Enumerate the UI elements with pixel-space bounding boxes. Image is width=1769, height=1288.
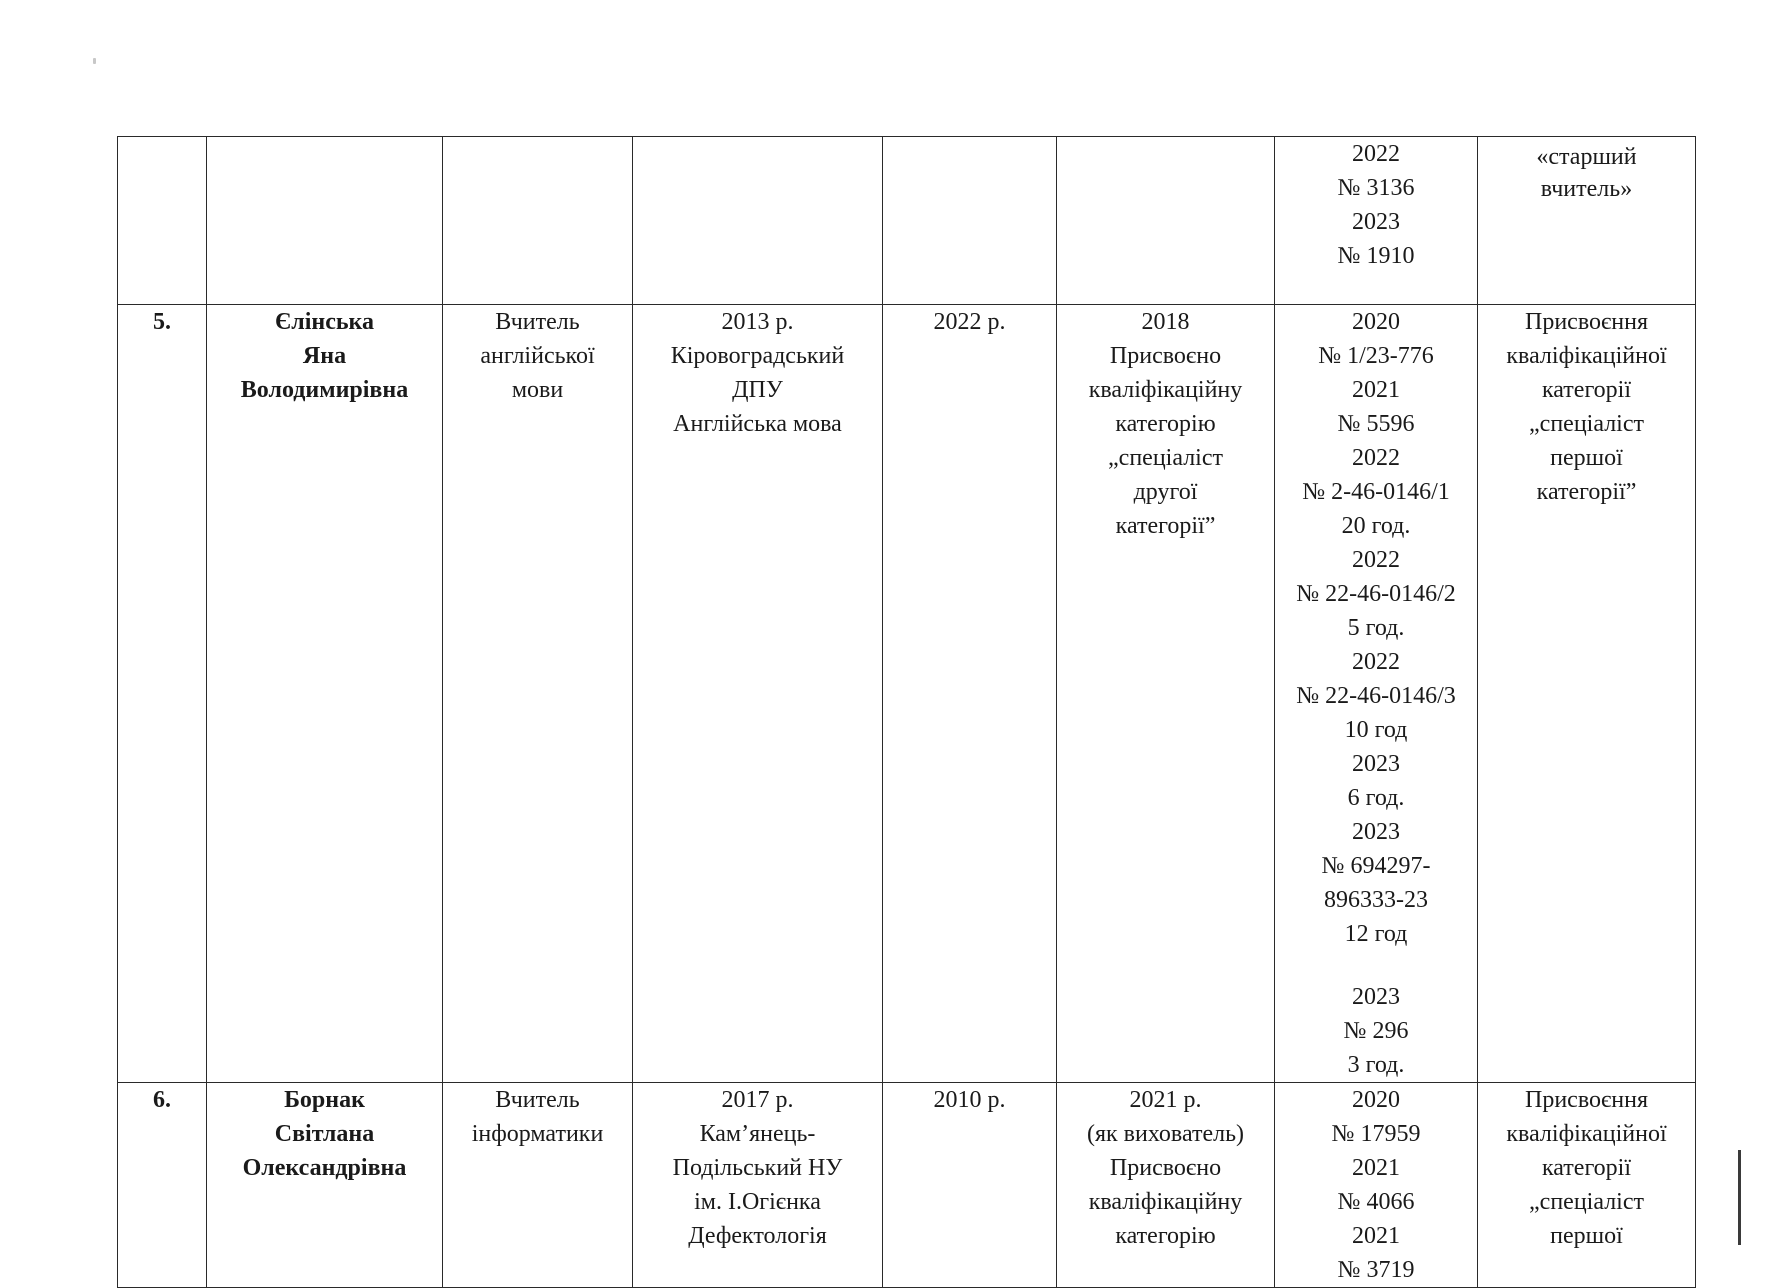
attestation-line: (як вихователь) bbox=[1086, 1120, 1245, 1147]
cell-name bbox=[207, 1082, 443, 1287]
education-line: Англійська мова bbox=[673, 411, 842, 437]
cert-line: № 4066 bbox=[1337, 1188, 1415, 1215]
attestation-line: Присвоєно bbox=[1109, 343, 1222, 369]
education-line: ДПУ bbox=[732, 377, 783, 403]
result-line: «старший bbox=[1536, 144, 1637, 170]
cell-education bbox=[633, 137, 883, 305]
result-line: категорії” bbox=[1536, 479, 1637, 505]
result-line: Присвоєння bbox=[1524, 309, 1649, 335]
education-line: Подільський НУ bbox=[672, 1154, 843, 1181]
education-line: Кіровоградський bbox=[670, 343, 845, 369]
position-line: англійської bbox=[480, 343, 595, 369]
cell-prev-attestation bbox=[1057, 305, 1275, 1083]
cert-line: 2023 bbox=[1352, 209, 1400, 235]
cert-line: № 3719 bbox=[1337, 1256, 1415, 1283]
cert-line: 20 год. bbox=[1341, 513, 1411, 539]
attestation-line: 2021 р. bbox=[1129, 1086, 1202, 1113]
result-line: „спеціаліст bbox=[1529, 1188, 1644, 1215]
attestation-line: „спеціаліст bbox=[1108, 445, 1223, 471]
staff-attestation-table bbox=[117, 136, 1696, 1288]
cert-line: № 22-46-0146/2 bbox=[1296, 581, 1456, 607]
cert-line: 2023 bbox=[1352, 751, 1400, 777]
attestation-line: категорію bbox=[1115, 1222, 1216, 1249]
attestation-line: другої bbox=[1133, 479, 1198, 505]
education-line: 2013 р. bbox=[721, 309, 794, 335]
cell-experience bbox=[883, 137, 1057, 305]
cell-position bbox=[443, 305, 633, 1083]
cert-line: 2020 bbox=[1352, 309, 1400, 335]
education-line: Дефектологія bbox=[688, 1222, 827, 1249]
position-line: інформатики bbox=[471, 1120, 604, 1147]
table-row bbox=[118, 1082, 1696, 1287]
cert-line: 6 год. bbox=[1347, 785, 1405, 811]
cert-line: 12 год bbox=[1344, 921, 1408, 947]
cert-line: № 3136 bbox=[1337, 175, 1415, 201]
cert-line: № 22-46-0146/3 bbox=[1296, 683, 1456, 709]
attestation-line: Присвоєно bbox=[1109, 1154, 1222, 1181]
attestation-line: кваліфікаційну bbox=[1088, 1188, 1243, 1215]
cert-line: № 296 bbox=[1343, 1017, 1409, 1044]
cell-result bbox=[1478, 137, 1696, 305]
result-line: кваліфікаційної bbox=[1506, 343, 1667, 369]
cert-line-blank bbox=[1281, 951, 1471, 980]
cell-education bbox=[633, 1082, 883, 1287]
cert-line: 2022 bbox=[1352, 141, 1400, 167]
cell-number bbox=[118, 137, 207, 305]
cert-line: 3 год. bbox=[1347, 1051, 1405, 1078]
position-line: Вчитель bbox=[495, 1086, 580, 1113]
cell-number: 5. bbox=[118, 305, 207, 1083]
cell-name bbox=[207, 137, 443, 305]
cell-prev-attestation bbox=[1057, 137, 1275, 305]
cell-experience: 2022 р. bbox=[883, 305, 1057, 1083]
education-line: ім. І.Огієнка bbox=[694, 1188, 821, 1215]
result-line: категорії bbox=[1541, 377, 1632, 403]
cert-line: № 2-46-0146/1 bbox=[1302, 479, 1450, 505]
cert-line: № 1/23-776 bbox=[1318, 343, 1434, 369]
cert-line: 2022 bbox=[1352, 547, 1400, 573]
result-line: кваліфікаційної bbox=[1506, 1120, 1667, 1147]
scan-artifact-mark bbox=[93, 58, 96, 64]
attestation-line: 2018 bbox=[1141, 309, 1190, 335]
cell-number: 6. bbox=[118, 1082, 207, 1287]
cert-line: 2021 bbox=[1352, 1154, 1400, 1181]
name-line: Світлана bbox=[274, 1120, 375, 1147]
name-line: Володимирівна bbox=[240, 377, 409, 403]
cert-line: 2023 bbox=[1352, 983, 1400, 1010]
cert-line: № 17959 bbox=[1331, 1120, 1421, 1147]
name-line: Олександрівна bbox=[242, 1154, 407, 1181]
cell-education bbox=[633, 305, 883, 1083]
cell-name bbox=[207, 305, 443, 1083]
name-line: Борнак bbox=[284, 1086, 365, 1113]
result-line: „спеціаліст bbox=[1529, 411, 1644, 437]
cert-line: 2021 bbox=[1352, 377, 1400, 403]
result-line: Присвоєння bbox=[1524, 1086, 1649, 1113]
cell-certificates bbox=[1275, 137, 1478, 305]
name-line: Яна bbox=[302, 343, 347, 369]
position-line: Вчитель bbox=[495, 309, 580, 335]
cell-result bbox=[1478, 1082, 1696, 1287]
cert-line: 5 год. bbox=[1347, 615, 1405, 641]
table-row bbox=[118, 305, 1696, 1083]
cert-line: № 1910 bbox=[1337, 243, 1415, 269]
cert-line: 2021 bbox=[1352, 1222, 1400, 1249]
cell-result bbox=[1478, 305, 1696, 1083]
cell-certificates bbox=[1275, 305, 1478, 1083]
name-line: Єлінська bbox=[274, 309, 375, 335]
cert-line: 896333-23 bbox=[1324, 887, 1428, 913]
cell-experience: 2010 р. bbox=[883, 1082, 1057, 1287]
cell-certificates bbox=[1275, 1082, 1478, 1287]
cell-position bbox=[443, 1082, 633, 1287]
education-line: 2017 р. bbox=[721, 1086, 794, 1113]
result-line: категорії bbox=[1541, 1154, 1632, 1181]
cert-line: 2023 bbox=[1352, 819, 1400, 845]
attestation-line: категорії” bbox=[1115, 513, 1216, 539]
cell-prev-attestation bbox=[1057, 1082, 1275, 1287]
result-line: першої bbox=[1550, 445, 1623, 471]
cert-line: 10 год bbox=[1344, 717, 1408, 743]
cert-line: № 694297- bbox=[1321, 853, 1431, 879]
attestation-line: кваліфікаційну bbox=[1088, 377, 1243, 403]
cert-line: № 5596 bbox=[1337, 411, 1415, 437]
result-line: першої bbox=[1550, 1222, 1623, 1249]
education-line: Кам’янець- bbox=[699, 1120, 816, 1147]
attestation-line: категорію bbox=[1115, 411, 1216, 437]
result-line: вчитель» bbox=[1540, 176, 1633, 202]
scan-artifact-edge bbox=[1738, 1150, 1741, 1245]
position-line: мови bbox=[511, 377, 564, 403]
cell-position bbox=[443, 137, 633, 305]
cert-line: 2022 bbox=[1352, 445, 1400, 471]
cert-line: 2022 bbox=[1352, 649, 1400, 675]
table-row bbox=[118, 137, 1696, 305]
cert-line: 2020 bbox=[1352, 1086, 1400, 1113]
